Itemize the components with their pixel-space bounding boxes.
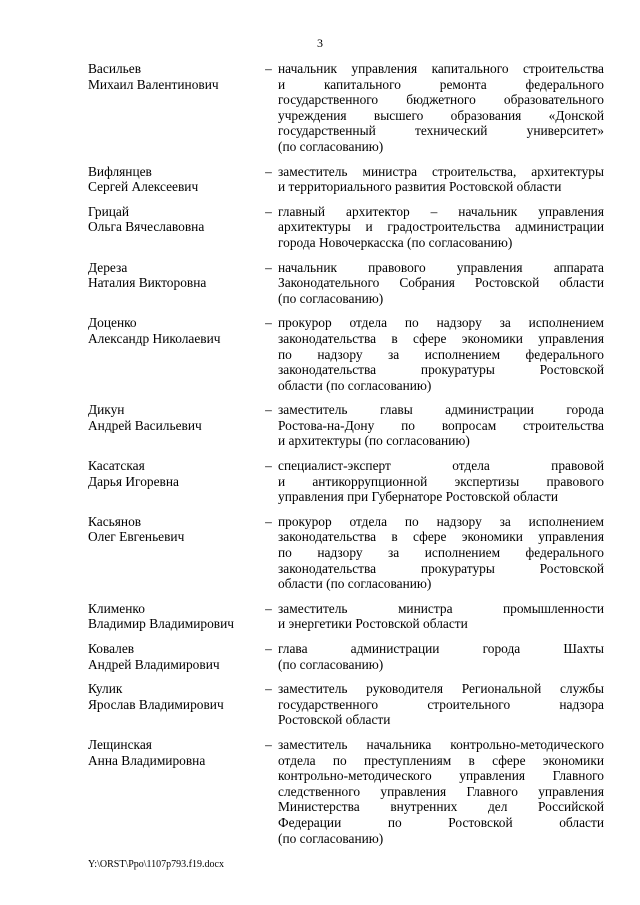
member-entry xyxy=(88,260,610,307)
member-name xyxy=(88,204,259,251)
dash-separator: – xyxy=(265,259,272,275)
dash-separator: – xyxy=(265,681,272,697)
position-line: законодательства в сфере экономики управления xyxy=(278,330,604,346)
member-name xyxy=(88,458,259,505)
position-line: и капитального ремонта федерального xyxy=(278,76,604,92)
position-line: и территориального развития Ростовской области xyxy=(278,179,562,195)
page-number: 3 xyxy=(317,36,323,50)
position-line: прокурор отдела по надзору за исполнением xyxy=(278,513,604,529)
member-name xyxy=(88,260,259,307)
member-entry xyxy=(88,737,610,846)
member-name xyxy=(88,601,259,632)
dash-separator: – xyxy=(265,458,272,474)
member-position xyxy=(278,164,604,195)
member-surname: Доценко xyxy=(88,315,137,331)
position-line: Ростова-на-Дону по вопросам строительства xyxy=(278,417,604,433)
position-line: заместитель начальника контрольно-методического xyxy=(278,736,604,752)
member-entry xyxy=(88,402,610,449)
dash-separator: – xyxy=(265,402,272,418)
position-line: главный архитектор – начальник управления xyxy=(278,203,604,219)
member-surname: Касатская xyxy=(88,458,145,474)
position-line: начальник правового управления аппарата xyxy=(278,259,604,275)
position-line: следственного управления Главного управления xyxy=(278,783,604,799)
member-entry xyxy=(88,61,610,155)
member-given-names: Ярослав Владимирович xyxy=(88,696,224,712)
member-position xyxy=(278,601,604,632)
position-line: (по согласованию) xyxy=(278,290,384,306)
member-given-names: Наталия Викторовна xyxy=(88,275,207,291)
member-surname: Вифлянцев xyxy=(88,163,152,179)
member-surname: Клименко xyxy=(88,600,145,616)
position-line: контрольно-методического управления Главного xyxy=(278,768,604,784)
position-line: по надзору за исполнением федерального xyxy=(278,545,604,561)
position-line: начальник управления капитального строительства xyxy=(278,61,604,76)
member-given-names: Александр Николаевич xyxy=(88,330,221,346)
position-line: области (по согласованию) xyxy=(278,377,432,393)
member-given-names: Андрей Владимирович xyxy=(88,656,220,672)
member-surname: Дереза xyxy=(88,259,128,275)
member-name xyxy=(88,402,259,449)
member-entry xyxy=(88,601,610,632)
position-line: законодательства прокуратуры Ростовской xyxy=(278,560,604,576)
position-line: специалист-эксперт отдела правовой xyxy=(278,458,604,474)
position-line: и архитектуры (по согласованию) xyxy=(278,433,470,449)
member-surname: Лещинская xyxy=(88,736,152,752)
member-given-names: Анна Владимировна xyxy=(88,752,206,768)
position-line: учреждения высшего образования «Донской xyxy=(278,107,604,123)
dash-separator: – xyxy=(265,61,272,76)
position-line: и энергетики Ростовской области xyxy=(278,616,468,632)
member-entry xyxy=(88,641,610,672)
position-line: Министерства внутренних дел Российской xyxy=(278,799,604,815)
member-position xyxy=(278,402,604,449)
position-line: архитектуры и градостроительства администрации xyxy=(278,219,604,235)
member-surname: Грицай xyxy=(88,203,130,219)
member-surname: Кулик xyxy=(88,681,123,697)
member-position xyxy=(278,61,604,155)
member-position xyxy=(278,737,604,846)
position-line: (по согласованию) xyxy=(278,656,384,672)
member-list xyxy=(88,61,610,846)
member-entry xyxy=(88,681,610,728)
member-surname: Ковалев xyxy=(88,641,135,656)
dash-separator: – xyxy=(265,600,272,616)
position-line: Ростовской области xyxy=(278,712,391,728)
position-line: государственного строительного надзора xyxy=(278,696,604,712)
member-name xyxy=(88,164,259,195)
dash-separator: – xyxy=(265,315,272,331)
member-position xyxy=(278,315,604,393)
member-name xyxy=(88,681,259,728)
member-position xyxy=(278,260,604,307)
file-path-footer: Y:\ORST\Ppo\1107p793.f19.docx xyxy=(88,859,224,870)
member-given-names: Дарья Игоревна xyxy=(88,473,179,489)
position-line: глава администрации города Шахты xyxy=(278,641,604,656)
dash-separator: – xyxy=(265,163,272,179)
dash-separator: – xyxy=(265,736,272,752)
position-line: города Новочеркасска (по согласованию) xyxy=(278,234,513,250)
position-line: (по согласованию) xyxy=(278,138,384,154)
member-given-names: Михаил Валентинович xyxy=(88,76,219,92)
position-line: законодательства прокуратуры Ростовской xyxy=(278,362,604,378)
member-given-names: Ольга Вячеславовна xyxy=(88,219,205,235)
position-line: заместитель министра промышленности xyxy=(278,600,604,616)
member-entry xyxy=(88,164,610,195)
member-surname: Дикун xyxy=(88,402,125,418)
member-position xyxy=(278,204,604,251)
position-line: заместитель главы администрации города xyxy=(278,402,604,418)
dash-separator: – xyxy=(265,513,272,529)
member-position xyxy=(278,641,604,672)
position-line: государственного бюджетного образовательного xyxy=(278,92,604,108)
position-line: управления при Губернаторе Ростовской области xyxy=(278,489,559,505)
member-position xyxy=(278,458,604,505)
member-entry xyxy=(88,514,610,592)
position-line: государственный технический университет» xyxy=(278,123,604,139)
member-name xyxy=(88,315,259,393)
member-name xyxy=(88,737,259,846)
member-name xyxy=(88,61,259,155)
dash-separator: – xyxy=(265,641,272,656)
position-line: (по согласованию) xyxy=(278,830,384,846)
position-line: по надзору за исполнением федерального xyxy=(278,346,604,362)
position-line: области (по согласованию) xyxy=(278,576,432,592)
dash-separator: – xyxy=(265,203,272,219)
member-given-names: Сергей Алексеевич xyxy=(88,179,199,195)
member-position xyxy=(278,514,604,592)
position-line: заместитель руководителя Региональной службы xyxy=(278,681,604,697)
position-line: Законодательного Собрания Ростовской области xyxy=(278,275,604,291)
position-line: Федерации по Ростовской области xyxy=(278,814,604,830)
position-line: и антикоррупционной экспертизы правового xyxy=(278,473,604,489)
member-position xyxy=(278,681,604,728)
member-given-names: Владимир Владимирович xyxy=(88,616,235,632)
member-name xyxy=(88,641,259,672)
position-line: законодательства в сфере экономики управления xyxy=(278,529,604,545)
member-surname: Касьянов xyxy=(88,513,142,529)
position-line: прокурор отдела по надзору за исполнением xyxy=(278,315,604,331)
member-entry xyxy=(88,458,610,505)
member-surname: Васильев xyxy=(88,61,142,76)
member-name xyxy=(88,514,259,592)
position-line: заместитель министра строительства, архитектуры xyxy=(278,163,604,179)
member-entry xyxy=(88,315,610,393)
member-entry xyxy=(88,204,610,251)
member-given-names: Андрей Васильевич xyxy=(88,417,202,433)
position-line: отдела по преступлениям в сфере экономики xyxy=(278,752,604,768)
member-given-names: Олег Евгеньевич xyxy=(88,529,185,545)
